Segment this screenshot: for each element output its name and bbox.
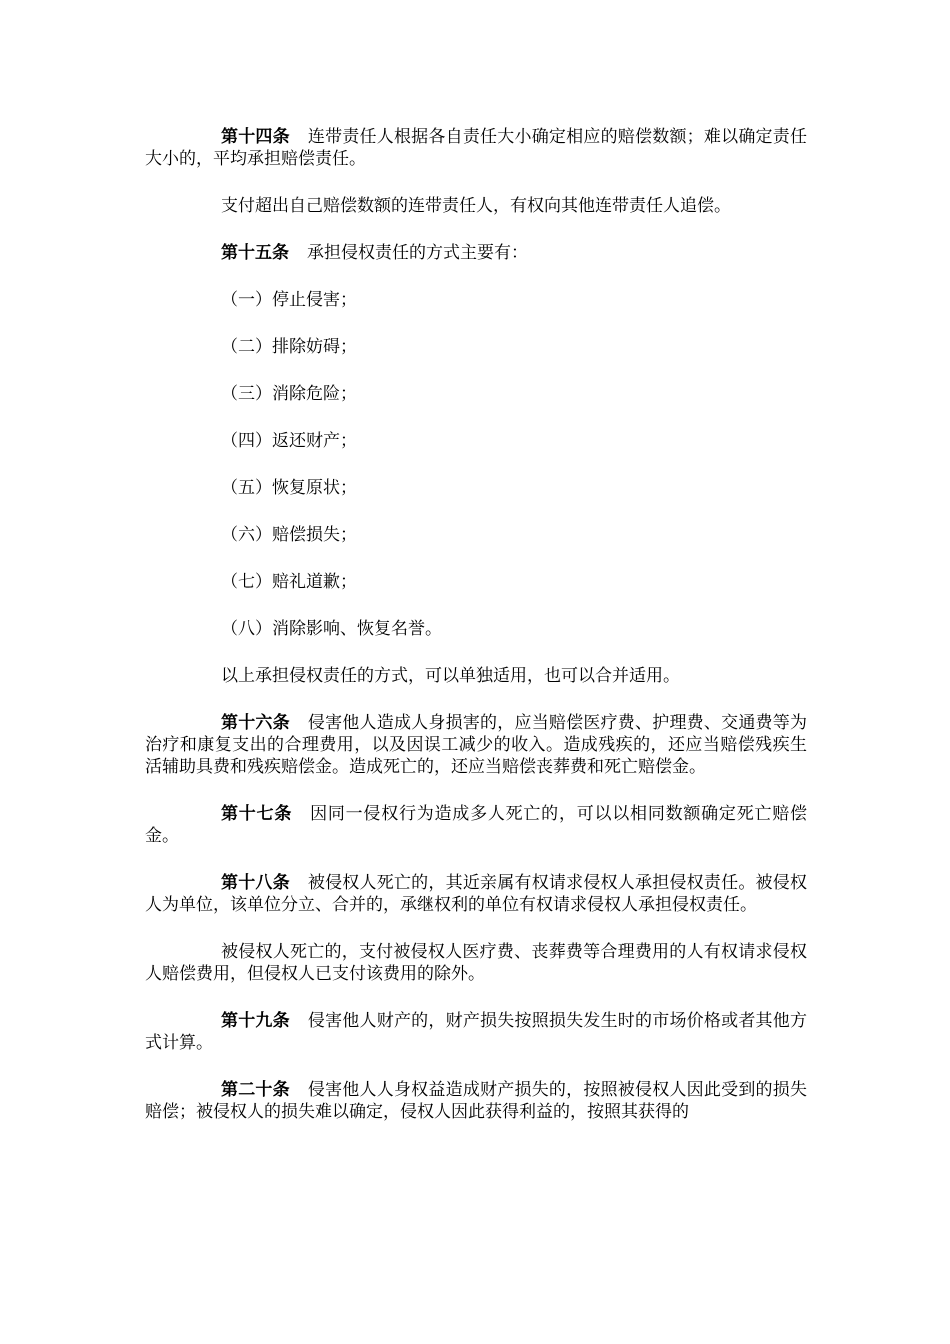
list-item <box>145 430 807 452</box>
list-item <box>145 571 807 593</box>
list-item <box>145 618 807 640</box>
list-item <box>145 477 807 499</box>
article-number: 第十五条 <box>221 243 289 263</box>
paragraph-text: 以上承担侵权责任的方式，可以单独适用，也可以合并适用。 <box>221 666 680 686</box>
paragraph-art14-1 <box>145 126 807 170</box>
paragraph-text: 支付超出自己赔偿数额的连带责任人，有权向其他连带责任人追偿。 <box>221 196 731 216</box>
list-item-text: （一）停止侵害； <box>221 290 357 310</box>
paragraph-text: 因同一侵权行为造成多人死亡的，可以以相同数额确定死亡赔偿金。 <box>145 804 808 846</box>
paragraph-art15-summary <box>145 665 807 687</box>
paragraph-art16 <box>145 712 807 778</box>
article-number: 第二十条 <box>221 1080 290 1100</box>
list-item <box>145 524 807 546</box>
paragraph-art19 <box>145 1010 807 1054</box>
list-item <box>145 336 807 358</box>
list-item-text: （八）消除影响、恢复名誉。 <box>221 619 442 639</box>
paragraph-text: 承担侵权责任的方式主要有： <box>307 243 528 263</box>
article-number: 第十四条 <box>221 127 290 147</box>
paragraph-text: 被侵权人死亡的，其近亲属有权请求侵权人承担侵权责任。被侵权人为单位，该单位分立、合并的，承继权利的单位有权请求侵权人承担侵权责任。 <box>145 873 807 915</box>
list-item-text: （二）排除妨碍； <box>221 337 357 357</box>
list-item-text: （七）赔礼道歉； <box>221 572 357 592</box>
paragraph-text: 被侵权人死亡的，支付被侵权人医疗费、丧葬费等合理费用的人有权请求侵权人赔偿费用，但侵权人已支付该费用的除外。 <box>145 942 807 984</box>
paragraph-text: 侵害他人人身权益造成财产损失的，按照被侵权人因此受到的损失赔偿；被侵权人的损失难以确定，侵权人因此获得利益的，按照其获得的 <box>145 1080 807 1122</box>
list-item-text: （四）返还财产； <box>221 431 357 451</box>
list-item-text: （三）消除危险； <box>221 384 357 404</box>
paragraph-art15 <box>145 242 807 264</box>
article-number: 第十九条 <box>221 1011 290 1031</box>
paragraph-art18-2 <box>145 941 807 985</box>
article-number: 第十八条 <box>221 873 290 893</box>
list-item-text: （六）赔偿损失； <box>221 525 357 545</box>
paragraph-text: 连带责任人根据各自责任大小确定相应的赔偿数额；难以确定责任大小的，平均承担赔偿责任。 <box>145 127 807 169</box>
list-item <box>145 383 807 405</box>
list-item <box>145 289 807 311</box>
paragraph-text: 侵害他人造成人身损害的，应当赔偿医疗费、护理费、交通费等为治疗和康复支出的合理费用，以及因误工减少的收入。造成残疾的，还应当赔偿残疾生活辅助具费和残疾赔偿金。造成死亡的，还应当赔偿丧葬费和死亡赔偿金。 <box>145 713 807 777</box>
list-item-text: （五）恢复原状； <box>221 478 357 498</box>
document-body <box>145 126 807 1148</box>
paragraph-art18-1 <box>145 872 807 916</box>
paragraph-art14-2 <box>145 195 807 217</box>
paragraph-art20 <box>145 1079 807 1123</box>
paragraph-art17 <box>145 803 807 847</box>
paragraph-text: 侵害他人财产的，财产损失按照损失发生时的市场价格或者其他方式计算。 <box>145 1011 807 1053</box>
article-number: 第十六条 <box>221 713 290 733</box>
article-number: 第十七条 <box>221 804 293 824</box>
